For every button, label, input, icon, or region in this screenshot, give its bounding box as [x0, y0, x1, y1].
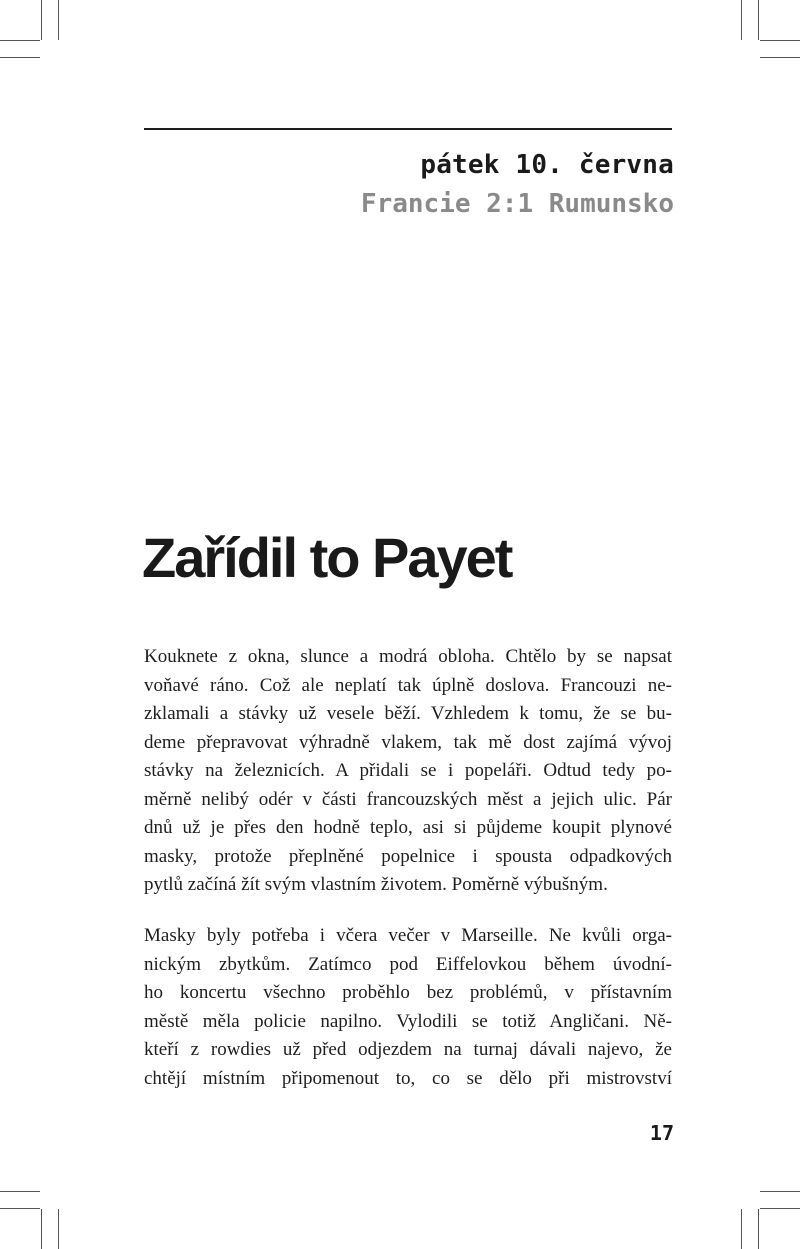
text-line: zklamali a stávky už vesele běží. Vzhledem k tomu, že se bu- — [144, 703, 672, 724]
text-line: Masky byly potřeba i včera večer v Marseille. Ne kvůli orga- — [144, 925, 672, 946]
text-line: stávky na železnicích. A přidali se i popeláři. Odtud tedy po- — [144, 760, 672, 781]
text-line: voňavé ráno. Což ale neplatí tak úplně doslova. Francouzi ne- — [144, 674, 672, 696]
text-line: Kouknete z okna, slunce a modrá obloha. Chtělo by se napsat — [144, 646, 672, 667]
text-line: měrně nelibý odér v části francouzských měst a jejich ulic. Pár — [144, 788, 672, 810]
crop-mark — [0, 1208, 40, 1209]
text-line: ho koncertu všechno proběhlo bez problémů, v přístavním — [144, 982, 672, 1003]
crop-mark — [758, 1209, 759, 1249]
crop-mark — [41, 0, 42, 40]
text-line: deme přepravovat výhradně vlakem, tak mě dost zajímá vývoj — [144, 731, 672, 753]
crop-mark — [760, 1191, 800, 1192]
crop-mark — [758, 0, 759, 40]
text-line: kteří z rowdies už před odjezdem na turnaj dávali najevo, že — [144, 1039, 672, 1060]
crop-mark — [0, 1191, 40, 1192]
match-result: Francie 2:1 Rumunsko — [360, 189, 674, 219]
chapter-date: pátek 10. června — [420, 150, 674, 180]
crop-mark — [0, 57, 40, 58]
text-line: masky, protože přeplněné popelnice i spousta odpadkových — [144, 845, 672, 867]
header-rule — [144, 128, 672, 130]
crop-mark — [41, 1209, 42, 1249]
page-number: 17 — [649, 1121, 674, 1145]
crop-mark — [741, 1209, 742, 1249]
text-line: nickým zbytkům. Zatímco pod Eiffelovkou během úvodní- — [144, 953, 672, 975]
crop-mark — [760, 1208, 800, 1209]
crop-mark — [58, 0, 59, 40]
text-line: chtějí místním připomenout to, co se dělo při mistrovství — [144, 1067, 672, 1089]
text-line: dnů už je přes den hodně teplo, asi si půjdeme koupit plynové — [144, 817, 672, 838]
crop-mark — [760, 57, 800, 58]
paragraph — [144, 643, 672, 900]
paragraph — [144, 922, 672, 1093]
crop-mark — [741, 0, 742, 40]
crop-mark — [760, 40, 800, 41]
text-line: městě měla policie napilno. Vylodili se totiž Angličani. Ně- — [144, 1010, 672, 1032]
text-line: pytlů začíná žít svým vlastním životem. Poměrně výbušným. — [144, 874, 608, 895]
crop-mark — [0, 40, 40, 41]
crop-mark — [58, 1209, 59, 1249]
article-title: Zařídil to Payet — [142, 526, 512, 589]
